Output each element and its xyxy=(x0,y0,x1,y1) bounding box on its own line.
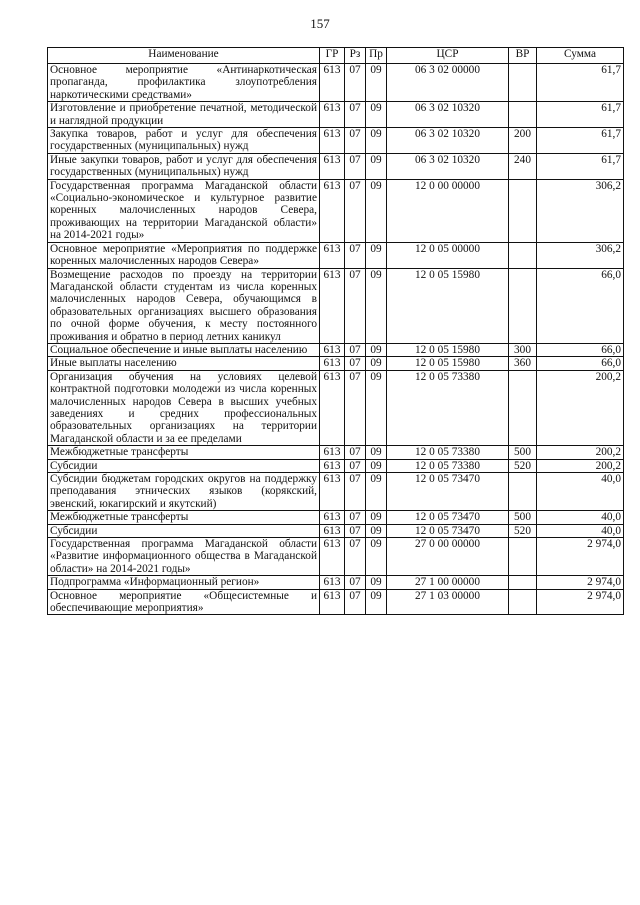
table-body xyxy=(48,64,624,615)
table-row xyxy=(48,343,624,356)
cell-name: Закупка товаров, работ и услуг для обеспечения государственных (муниципальных) нужд xyxy=(48,128,320,154)
cell-rz: 07 xyxy=(345,589,366,615)
cell-vr xyxy=(509,64,537,102)
table-row xyxy=(48,128,624,154)
cell-vr xyxy=(509,538,537,576)
cell-pr: 09 xyxy=(366,102,387,128)
cell-rz: 07 xyxy=(345,524,366,537)
table-row xyxy=(48,357,624,370)
cell-csr: 12 0 05 15980 xyxy=(387,268,509,343)
cell-sum: 66,0 xyxy=(537,343,624,356)
header-rz: Рз xyxy=(345,48,366,64)
cell-pr: 09 xyxy=(366,524,387,537)
cell-rz: 07 xyxy=(345,576,366,589)
cell-gr: 613 xyxy=(320,459,345,472)
cell-csr: 06 3 02 10320 xyxy=(387,128,509,154)
cell-name: Организация обучения на условиях целевой контрактной подготовки молодежи из числа коренных малочисленных народов Севера в высших учебных заведениях и средних профессиональных образовательных организациях на территории Магаданской области и за ее пределами xyxy=(48,370,320,445)
cell-vr xyxy=(509,370,537,445)
cell-sum: 40,0 xyxy=(537,473,624,511)
cell-vr: 500 xyxy=(509,511,537,524)
cell-sum: 200,2 xyxy=(537,370,624,445)
cell-rz: 07 xyxy=(345,343,366,356)
cell-csr: 12 0 05 73380 xyxy=(387,370,509,445)
cell-csr: 27 1 00 00000 xyxy=(387,576,509,589)
cell-csr: 12 0 05 15980 xyxy=(387,343,509,356)
cell-pr: 09 xyxy=(366,357,387,370)
cell-name: Иные выплаты населению xyxy=(48,357,320,370)
cell-csr: 12 0 00 00000 xyxy=(387,179,509,242)
cell-gr: 613 xyxy=(320,446,345,459)
cell-rz: 07 xyxy=(345,179,366,242)
page-number: 157 xyxy=(310,16,330,31)
cell-pr: 09 xyxy=(366,179,387,242)
cell-gr: 613 xyxy=(320,370,345,445)
cell-gr: 613 xyxy=(320,473,345,511)
table-row xyxy=(48,242,624,268)
cell-gr: 613 xyxy=(320,511,345,524)
cell-vr xyxy=(509,179,537,242)
cell-name: Иные закупки товаров, работ и услуг для обеспечения государственных (муниципальных) нужд xyxy=(48,153,320,179)
cell-sum: 306,2 xyxy=(537,242,624,268)
table-row xyxy=(48,524,624,537)
cell-csr: 12 0 05 15980 xyxy=(387,357,509,370)
table-row xyxy=(48,179,624,242)
cell-vr: 240 xyxy=(509,153,537,179)
header-name: Наименование xyxy=(48,48,320,64)
cell-name: Межбюджетные трансферты xyxy=(48,511,320,524)
table-row xyxy=(48,153,624,179)
table-header-row xyxy=(48,48,624,64)
cell-sum: 61,7 xyxy=(537,128,624,154)
cell-name: Субсидии xyxy=(48,459,320,472)
cell-name: Изготовление и приобретение печатной, методической и наглядной продукции xyxy=(48,102,320,128)
cell-rz: 07 xyxy=(345,64,366,102)
cell-csr: 12 0 05 73470 xyxy=(387,511,509,524)
cell-vr xyxy=(509,268,537,343)
cell-gr: 613 xyxy=(320,538,345,576)
table-row xyxy=(48,446,624,459)
cell-rz: 07 xyxy=(345,242,366,268)
cell-csr: 12 0 05 73470 xyxy=(387,524,509,537)
cell-name: Межбюджетные трансферты xyxy=(48,446,320,459)
cell-sum: 61,7 xyxy=(537,102,624,128)
cell-pr: 09 xyxy=(366,343,387,356)
table-row xyxy=(48,102,624,128)
cell-csr: 12 0 05 73380 xyxy=(387,459,509,472)
cell-sum: 200,2 xyxy=(537,459,624,472)
cell-name: Возмещение расходов по проезду на территории Магаданской области студентам из числа коренных малочисленных народов Севера, обучающимся в образовательных организациях высшего образования по очной форме обучения, к месту постоянного проживания и обратно в период летних каникул xyxy=(48,268,320,343)
cell-rz: 07 xyxy=(345,511,366,524)
cell-rz: 07 xyxy=(345,473,366,511)
cell-gr: 613 xyxy=(320,268,345,343)
cell-pr: 09 xyxy=(366,153,387,179)
cell-vr: 300 xyxy=(509,343,537,356)
cell-sum: 306,2 xyxy=(537,179,624,242)
cell-name: Основное мероприятие «Общесистемные и обеспечивающие мероприятия» xyxy=(48,589,320,615)
cell-csr: 12 0 05 00000 xyxy=(387,242,509,268)
cell-pr: 09 xyxy=(366,370,387,445)
cell-vr: 200 xyxy=(509,128,537,154)
cell-gr: 613 xyxy=(320,64,345,102)
cell-csr: 12 0 05 73380 xyxy=(387,446,509,459)
cell-vr: 360 xyxy=(509,357,537,370)
cell-gr: 613 xyxy=(320,128,345,154)
cell-vr: 520 xyxy=(509,524,537,537)
cell-name: Социальное обеспечение и иные выплаты населению xyxy=(48,343,320,356)
table-row xyxy=(48,473,624,511)
cell-rz: 07 xyxy=(345,538,366,576)
cell-sum: 40,0 xyxy=(537,511,624,524)
cell-gr: 613 xyxy=(320,153,345,179)
table-row xyxy=(48,459,624,472)
cell-csr: 27 0 00 00000 xyxy=(387,538,509,576)
cell-name: Субсидии xyxy=(48,524,320,537)
cell-csr: 06 3 02 10320 xyxy=(387,153,509,179)
cell-gr: 613 xyxy=(320,102,345,128)
header-vr: ВР xyxy=(509,48,537,64)
cell-pr: 09 xyxy=(366,576,387,589)
header-pr: Пр xyxy=(366,48,387,64)
table-row xyxy=(48,589,624,615)
cell-sum: 61,7 xyxy=(537,153,624,179)
header-gr: ГР xyxy=(320,48,345,64)
cell-name: Государственная программа Магаданской области «Социально-экономическое и культурное развитие коренных малочисленных народов Севера, проживающих на территории Магаданской области» на 2014-2021 годы» xyxy=(48,179,320,242)
cell-name: Основное мероприятие «Мероприятия по поддержке коренных малочисленных народов Севера» xyxy=(48,242,320,268)
cell-sum: 61,7 xyxy=(537,64,624,102)
cell-csr: 06 3 02 10320 xyxy=(387,102,509,128)
cell-name: Государственная программа Магаданской области «Развитие информационного общества в Магаданской области» на 2014-2021 годы» xyxy=(48,538,320,576)
cell-pr: 09 xyxy=(366,242,387,268)
cell-gr: 613 xyxy=(320,576,345,589)
cell-gr: 613 xyxy=(320,524,345,537)
cell-gr: 613 xyxy=(320,589,345,615)
cell-name: Подпрограмма «Информационный регион» xyxy=(48,576,320,589)
cell-rz: 07 xyxy=(345,102,366,128)
cell-vr: 500 xyxy=(509,446,537,459)
cell-rz: 07 xyxy=(345,370,366,445)
cell-pr: 09 xyxy=(366,64,387,102)
cell-name: Основное мероприятие «Антинаркотическая пропаганда, профилактика злоупотребления наркотическими средствами» xyxy=(48,64,320,102)
cell-csr: 12 0 05 73470 xyxy=(387,473,509,511)
cell-vr xyxy=(509,242,537,268)
cell-sum: 2 974,0 xyxy=(537,576,624,589)
cell-sum: 40,0 xyxy=(537,524,624,537)
cell-sum: 2 974,0 xyxy=(537,538,624,576)
cell-name: Субсидии бюджетам городских округов на поддержку преподавания этнических языков (корякский, эвенский, юкагирский и якутский) xyxy=(48,473,320,511)
header-sum: Сумма xyxy=(537,48,624,64)
cell-pr: 09 xyxy=(366,446,387,459)
cell-rz: 07 xyxy=(345,128,366,154)
cell-gr: 613 xyxy=(320,357,345,370)
cell-vr xyxy=(509,473,537,511)
table-row xyxy=(48,538,624,576)
cell-vr xyxy=(509,589,537,615)
cell-gr: 613 xyxy=(320,242,345,268)
cell-vr: 520 xyxy=(509,459,537,472)
cell-sum: 2 974,0 xyxy=(537,589,624,615)
cell-vr xyxy=(509,102,537,128)
cell-pr: 09 xyxy=(366,511,387,524)
header-csr: ЦСР xyxy=(387,48,509,64)
cell-pr: 09 xyxy=(366,128,387,154)
cell-pr: 09 xyxy=(366,538,387,576)
cell-sum: 200,2 xyxy=(537,446,624,459)
cell-sum: 66,0 xyxy=(537,357,624,370)
cell-sum: 66,0 xyxy=(537,268,624,343)
cell-pr: 09 xyxy=(366,473,387,511)
cell-pr: 09 xyxy=(366,268,387,343)
cell-rz: 07 xyxy=(345,459,366,472)
table-row xyxy=(48,64,624,102)
table-row xyxy=(48,370,624,445)
table-row xyxy=(48,511,624,524)
table-row xyxy=(48,576,624,589)
cell-csr: 27 1 03 00000 xyxy=(387,589,509,615)
cell-csr: 06 3 02 00000 xyxy=(387,64,509,102)
budget-table xyxy=(47,47,624,615)
cell-rz: 07 xyxy=(345,446,366,459)
cell-gr: 613 xyxy=(320,343,345,356)
cell-vr xyxy=(509,576,537,589)
cell-rz: 07 xyxy=(345,357,366,370)
cell-pr: 09 xyxy=(366,459,387,472)
cell-rz: 07 xyxy=(345,153,366,179)
cell-pr: 09 xyxy=(366,589,387,615)
cell-gr: 613 xyxy=(320,179,345,242)
table-row xyxy=(48,268,624,343)
cell-rz: 07 xyxy=(345,268,366,343)
